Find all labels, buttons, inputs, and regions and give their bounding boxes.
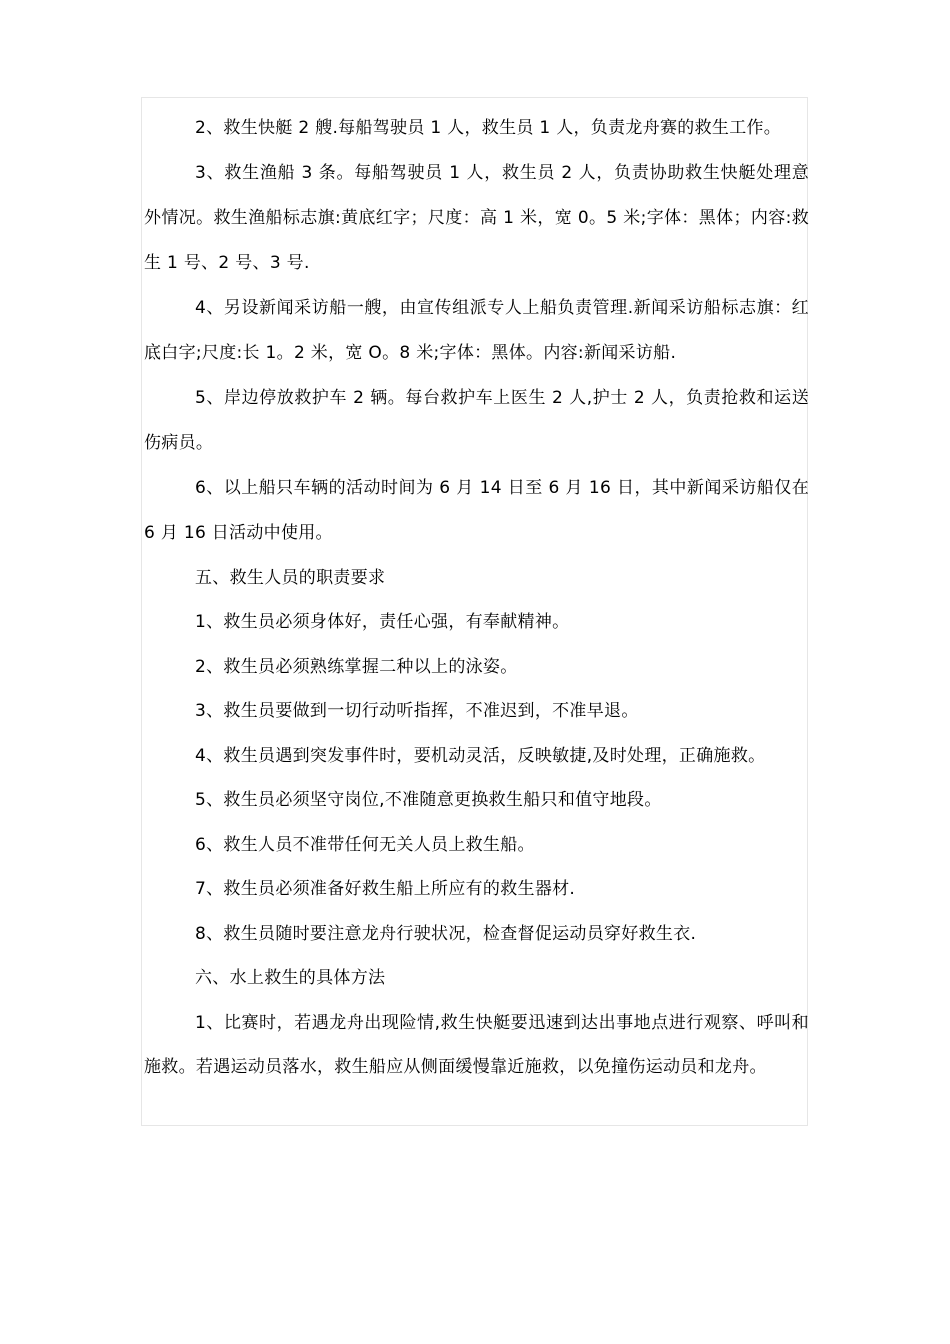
paragraph-ambulances: 5、岸边停放救护车 2 辆。每台救护车上医生 2 人,护士 2 人，负责抢救和运送伤病员。 [144, 387, 809, 453]
document-body [144, 106, 809, 1089]
duty-item-2: 2、救生员必须熟练掌握二种以上的泳姿。 [195, 656, 518, 677]
paragraph-rescue-speedboats: 2、救生快艇 2 艘.每船驾驶员 1 人，救生员 1 人，负责龙舟赛的救生工作。 [195, 118, 782, 138]
duty-item-5: 5、救生员必须坚守岗位,不准随意更换救生船只和值守地段。 [195, 790, 662, 810]
paragraph-news-boat: 4、另设新闻采访船一艘，由宣传组派专人上船负责管理.新闻采访船标志旗：红底白字;尺度:长 1。2 米，宽 O。8 米;字体：黑体。内容:新闻采访船. [144, 297, 809, 363]
duty-item-1: 1、救生员必须身体好，责任心强，有奉献精神。 [195, 612, 570, 632]
duty-item-3: 3、救生员要做到一切行动听指挥，不准迟到，不准早退。 [195, 701, 639, 721]
duty-item-7: 7、救生员必须准备好救生船上所应有的救生器材. [195, 879, 576, 899]
method-item-1: 1、比赛时，若遇龙舟出现险情,救生快艇要迅速到达出事地点进行观察、呼叫和施救。若遇运动员落水，救生船应从侧面缓慢靠近施救，以免撞伤运动员和龙舟。 [144, 1012, 809, 1077]
section-heading-methods: 六、水上救生的具体方法 [195, 968, 386, 988]
duty-item-4: 4、救生员遇到突发事件时，要机动灵活，反映敏捷,及时处理，正确施救。 [195, 745, 766, 766]
paragraph-activity-time: 6、以上船只车辆的活动时间为 6 月 14 日至 6 月 16 日，其中新闻采访船仅在 6 月 16 日活动中使用。 [144, 477, 809, 543]
duty-item-6: 6、救生人员不准带任何无关人员上救生船。 [195, 834, 535, 855]
section-heading-duties: 五、救生人员的职责要求 [195, 567, 386, 588]
paragraph-rescue-fishing-boats: 3、救生渔船 3 条。每船驾驶员 1 人，救生员 2 人，负责协助救生快艇处理意外情况。救生渔船标志旗:黄底红字；尺度：高 1 米，宽 0。5 米;字体：黑体；内容:救生 1 号、2 号、3 号. [144, 162, 809, 273]
duty-item-8: 8、救生员随时要注意龙舟行驶状况，检查督促运动员穿好救生衣. [195, 923, 697, 944]
